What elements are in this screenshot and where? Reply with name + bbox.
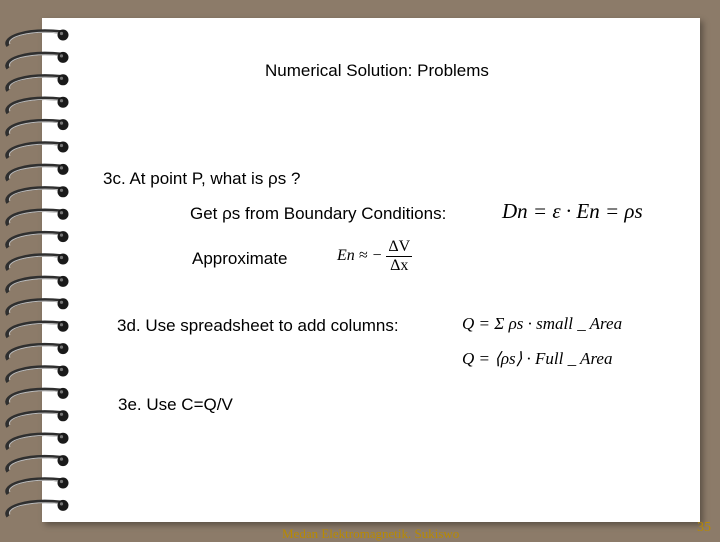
footer-text: Medan Elektromagnetik. Sukiswo [282, 526, 460, 541]
spiral-ring-icon [7, 276, 68, 293]
spiral-ring-icon [7, 343, 68, 360]
spiral-ring-icon [7, 321, 68, 338]
spiral-ring-icon [7, 388, 68, 405]
spiral-ring-icon [7, 52, 68, 69]
spiral-ring-icon [7, 74, 68, 91]
spiral-ring-icon [7, 410, 68, 427]
spiral-binding-icon [0, 18, 78, 522]
fraction-denominator: Δx [390, 257, 409, 274]
spiral-ring-icon [7, 142, 68, 159]
spiral-ring-icon [7, 254, 68, 271]
approximation-equation [337, 238, 412, 275]
spiral-ring-icon [7, 433, 68, 450]
page-number: 35 [697, 520, 711, 535]
spiral-ring-icon [7, 209, 68, 226]
question-3e: 3e. Use C=Q/V [118, 395, 233, 414]
spiral-ring-icon [7, 366, 68, 383]
delta-fraction [386, 238, 412, 275]
approx-lhs: En ≈ − [337, 247, 383, 265]
spiral-ring-icon [7, 30, 68, 47]
boundary-equation: Dn = ε · En = ρs [502, 199, 643, 223]
spiral-ring-icon [7, 186, 68, 203]
approximate-label: Approximate [192, 249, 288, 268]
slide-page [42, 18, 700, 541]
spiral-ring-icon [7, 455, 68, 472]
spiral-ring-icon [7, 478, 68, 495]
question-3d: 3d. Use spreadsheet to add columns: [117, 316, 399, 335]
spiral-ring-icon [7, 298, 68, 315]
charge-average-equation: Q = ⟨ρs⟩ · Full _ Area [462, 349, 613, 368]
spiral-ring-icon [7, 231, 68, 248]
question-3c: 3c. At point P, what is ρs ? [103, 169, 301, 188]
spiral-ring-icon [7, 119, 68, 136]
fraction-numerator: ΔV [388, 238, 411, 255]
spiral-ring-icon [7, 164, 68, 181]
charge-sum-equation: Q = Σ ρs · small _ Area [462, 314, 623, 333]
boundary-conditions-label: Get ρs from Boundary Conditions: [190, 204, 447, 223]
spiral-ring-icon [7, 97, 68, 114]
spiral-ring-icon [7, 500, 68, 517]
slide-title: Numerical Solution: Problems [265, 61, 489, 80]
